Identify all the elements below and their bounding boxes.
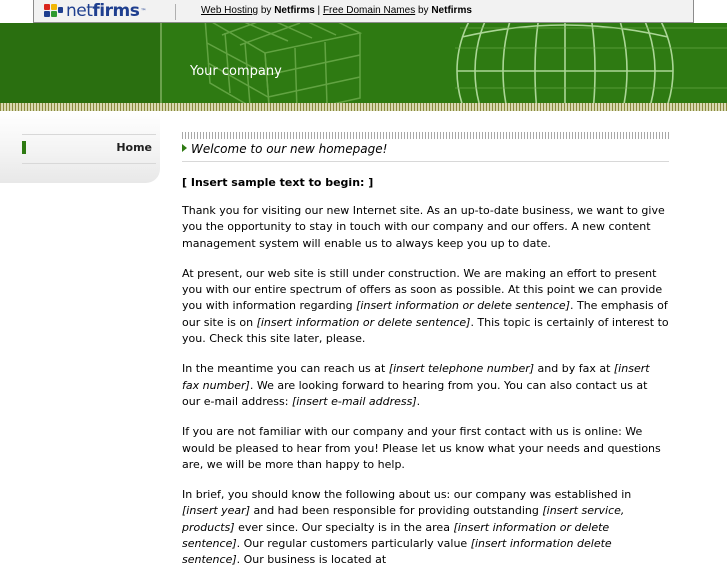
placeholder-text: [insert year]: [182, 504, 250, 518]
paragraph-text: and had been responsible for providing outstanding: [249, 504, 543, 518]
netfirms-brand-text: Netfirms: [431, 5, 472, 16]
netfirms-brand-text: Netfirms: [274, 5, 315, 16]
topbar-links: [201, 4, 472, 18]
separator-text: |: [314, 5, 323, 16]
placeholder-text: [insert e-mail address]: [291, 394, 417, 408]
by-text: by: [258, 5, 275, 16]
welcome-title: Welcome to our new homepage!: [191, 142, 388, 156]
logo-text-net: net: [66, 1, 93, 21]
paragraph-text: In brief, you should know the following about us: our company was established in: [182, 488, 632, 502]
welcome-heading: [182, 139, 669, 162]
site-header: [0, 23, 727, 103]
paragraph-text: . We are looking forward to hearing from you. You can also contact us at our e-mail address:: [182, 378, 648, 408]
paragraph-text: ever since. Our specialty is in the area: [234, 520, 454, 534]
netfirms-logo[interactable]: [44, 3, 146, 19]
free-domain-names-link[interactable]: Free Domain Names: [322, 5, 416, 16]
netfirms-logo-icon: [44, 4, 64, 18]
topbar-divider: [175, 4, 176, 20]
arrow-right-icon: [182, 144, 187, 152]
paragraph-text: At present, our web site is still under construction. We are making an effort to present you with our entire spectrum of offers as soon as possible. At this point we can provide you with information regarding: [182, 266, 663, 313]
placeholder-text: [insert information or delete sentence]: [256, 315, 471, 329]
placeholder-text: [insert fax number]: [182, 362, 650, 392]
placeholder-text: [insert information or delete sentence]: [356, 299, 570, 313]
header-globe-graphic: [0, 23, 727, 103]
paragraph-text: . Our business is located at: [236, 553, 387, 567]
placeholder-text: [insert telephone number]: [388, 362, 535, 376]
paragraph-text: . The emphasis of our site is on: [182, 299, 668, 329]
paragraph-text: In the meantime you can reach us at: [182, 362, 389, 376]
logo-text-firms: firms: [92, 1, 140, 21]
placeholder-text: [insert information or delete sentence]: [182, 520, 610, 551]
nav-item-label: Home: [116, 141, 152, 154]
header-stripe: [0, 103, 727, 111]
paragraph-1: Thank you for visiting our new Internet site. As an up-to-date business, we want to give you the opportunity to stay in touch with our company and our offers. A new content management system will enable us to always keep you up to date.: [182, 204, 665, 250]
main-content: [182, 132, 669, 569]
company-name: Your company: [190, 64, 282, 79]
nav-item-home[interactable]: [22, 134, 156, 164]
paragraph-5: [182, 487, 669, 568]
dotted-rule: [182, 132, 669, 139]
paragraph-4: If you are not familiar with our company and your first contact with us is online: We would be pleased to hear from you! Please let us know what your needs and questions are, we will be more than happy to help.: [182, 425, 661, 471]
intro-text: [ Insert sample text to begin: ]: [182, 176, 374, 189]
paragraph-text: . This topic is certainly of interest to you. Check this site later, please.: [182, 315, 669, 346]
by-text: by: [415, 5, 432, 16]
paragraph-3: [182, 361, 669, 410]
netfirms-banner: [33, 0, 694, 23]
paragraph-2: [182, 266, 669, 347]
paragraph-text: and by fax at: [534, 362, 614, 376]
placeholder-text: [insert service, products]: [182, 504, 625, 534]
logo-trademark: ™: [140, 7, 147, 15]
placeholder-text: [insert information delete sentence]: [182, 537, 612, 567]
paragraph-text: . Our regular customers particularly value: [236, 537, 471, 551]
web-hosting-link[interactable]: Web Hosting: [201, 5, 259, 16]
active-marker: [22, 141, 26, 154]
paragraph-text: .: [416, 394, 421, 408]
